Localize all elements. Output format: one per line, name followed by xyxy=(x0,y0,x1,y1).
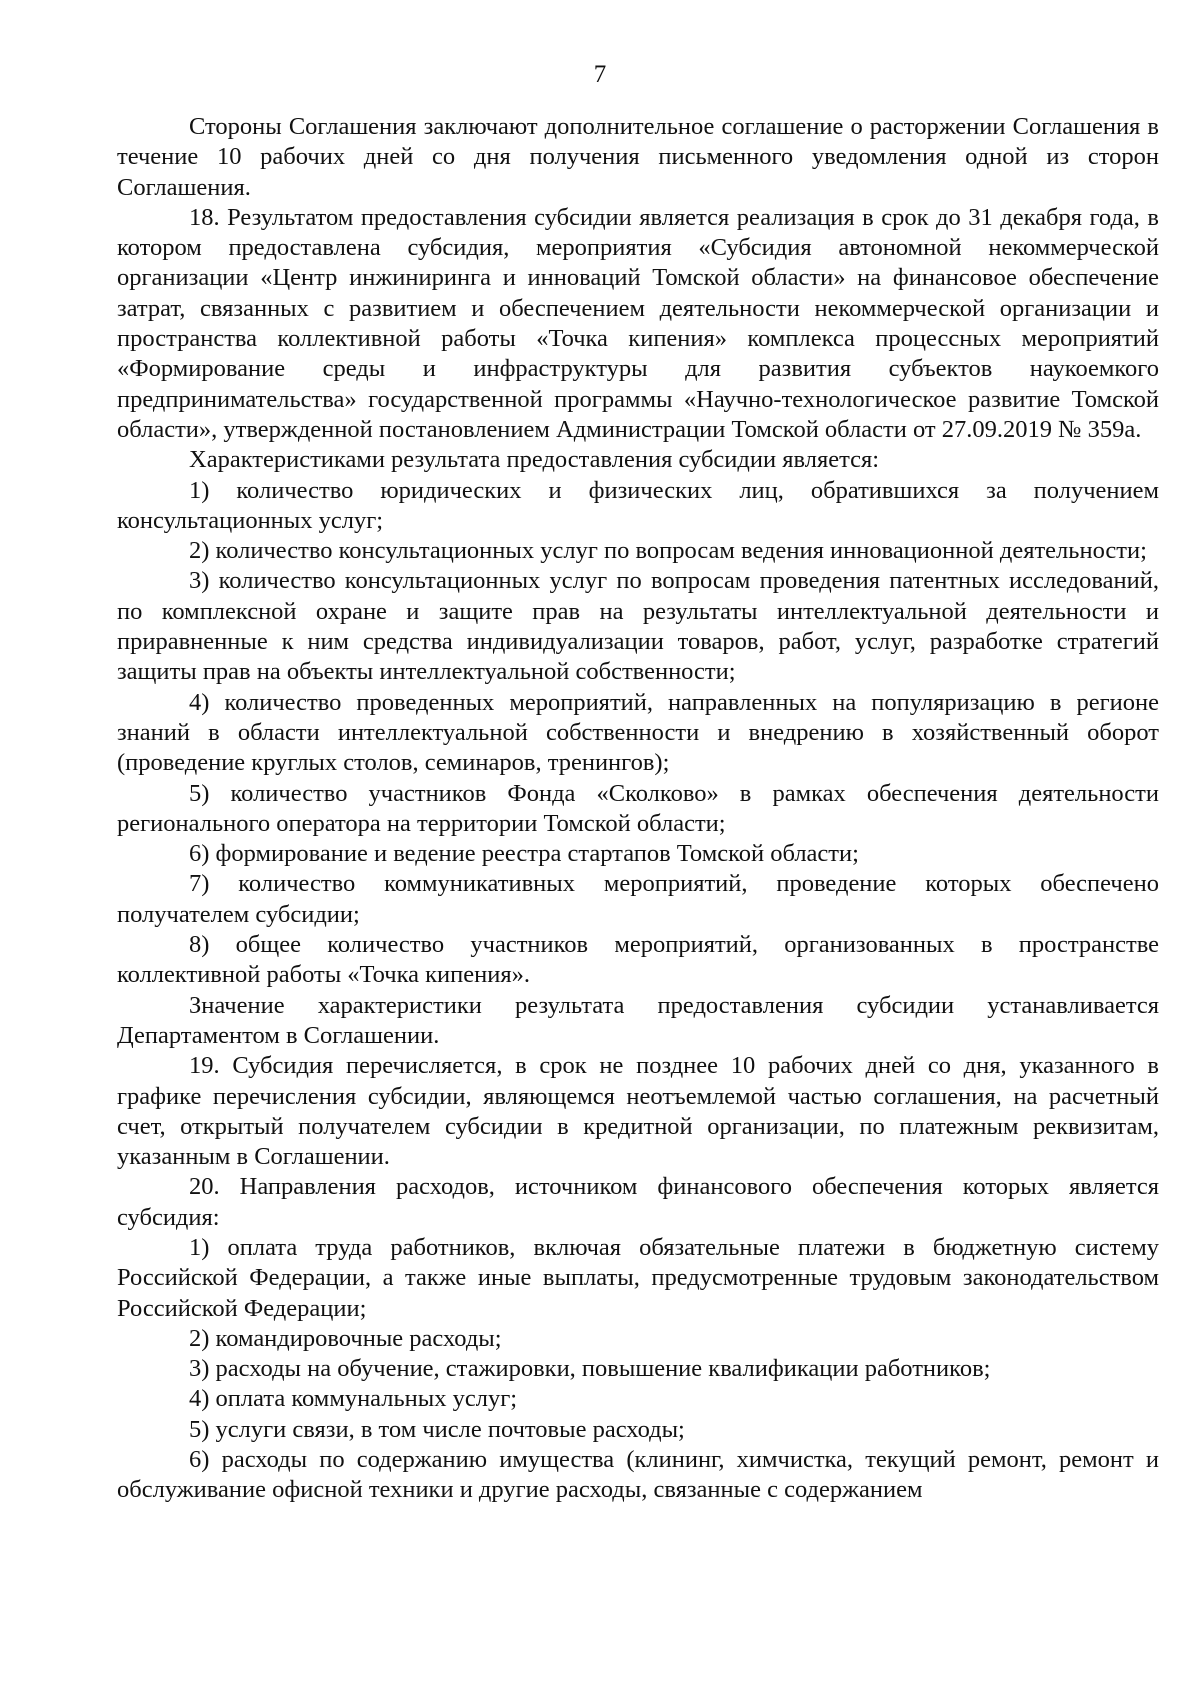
list-item-characteristic-7: 7) количество коммуникативных мероприятий, проведение которых обеспечено получателем субсидии; xyxy=(117,870,1159,928)
paragraph-18-result: 18. Результатом предоставления субсидии является реализация в срок до 31 декабря года, в котором предоставлена субсидия, мероприятия «Субсидия автономной некоммерческой организации «Центр инжиниринга и инноваций Томской области» на финансовое обеспечение затрат, связанных с развитием и обеспечением деятельности некоммерческой организации и пространства коллективной работы «Точка кипения» комплекса процессных мероприятий «Формирование среды и инфраструктуры для развития субъектов наукоемкого предпринимательства» государственной программы «Научно-технологическое развитие Томской области», утвержденной постановлением Администрации Томской области от 27.09.2019 № 359а. xyxy=(117,203,1159,443)
list-item-characteristic-2: 2) количество консультационных услуг по вопросам ведения инновационной деятельности; xyxy=(189,537,1147,565)
list-item-characteristic-5: 5) количество участников Фонда «Сколково» в рамках обеспечения деятельности регионального оператора на территории Томской области; xyxy=(117,779,1159,837)
list-item-characteristic-8: 8) общее количество участников мероприятий, организованных в пространстве коллективной работы «Точка кипения». xyxy=(117,931,1159,989)
paragraph-characteristics-intro: Характеристиками результата предоставления субсидии является: xyxy=(189,446,880,474)
paragraph-20-expenses: 20. Направления расходов, источником финансового обеспечения которых является субсидия: xyxy=(117,1173,1159,1231)
list-item-characteristic-4: 4) количество проведенных мероприятий, направленных на популяризацию в регионе знаний в области интеллектуальной собственности и внедрению в хозяйственный оборот (проведение круглых столов, семинаров, тренингов); xyxy=(117,688,1159,777)
document-body xyxy=(117,112,1159,1506)
list-item-expense-4: 4) оплата коммунальных услуг; xyxy=(189,1385,518,1413)
paragraph-19-transfer: 19. Субсидия перечисляется, в срок не позднее 10 рабочих дней со дня, указанного в графике перечисления субсидии, являющемся неотъемлемой частью соглашения, на расчетный счет, открытый получателем субсидии в кредитной организации, по платежным реквизитам, указанным в Соглашении. xyxy=(117,1052,1159,1171)
list-item-characteristic-6: 6) формирование и ведение реестра стартапов Томской области; xyxy=(189,840,859,868)
list-item-expense-6: 6) расходы по содержанию имущества (клининг, химчистка, текущий ремонт, ремонт и обслуживание офисной техники и другие расходы, связанные с содержанием xyxy=(117,1446,1159,1504)
list-item-characteristic-1: 1) количество юридических и физических лиц, обратившихся за получением консультационных услуг; xyxy=(117,476,1159,534)
paragraph-characteristic-value: Значение характеристики результата предоставления субсидии устанавливается Департаментом в Соглашении. xyxy=(117,991,1159,1049)
list-item-expense-5: 5) услуги связи, в том числе почтовые расходы; xyxy=(189,1415,685,1443)
list-item-characteristic-3: 3) количество консультационных услуг по вопросам проведения патентных исследований, по комплексной охране и защите прав на результаты интеллектуальной деятельности и приравненные к ним средства индивидуализации товаров, работ, услуг, разработке стратегий защиты прав на объекты интеллектуальной собственности; xyxy=(117,567,1159,686)
list-item-expense-3: 3) расходы на обучение, стажировки, повышение квалификации работников; xyxy=(189,1355,991,1383)
page-number: 7 xyxy=(593,61,607,88)
list-item-expense-2: 2) командировочные расходы; xyxy=(189,1324,502,1352)
list-item-expense-1: 1) оплата труда работников, включая обязательные платежи в бюджетную систему Российской Федерации, а также иные выплаты, предусмотренные трудовым законодательством Российской Федерации; xyxy=(117,1233,1159,1322)
paragraph-termination: Стороны Соглашения заключают дополнительное соглашение о расторжении Соглашения в течение 10 рабочих дней со дня получения письменного уведомления одной из сторон Соглашения. xyxy=(117,113,1159,201)
